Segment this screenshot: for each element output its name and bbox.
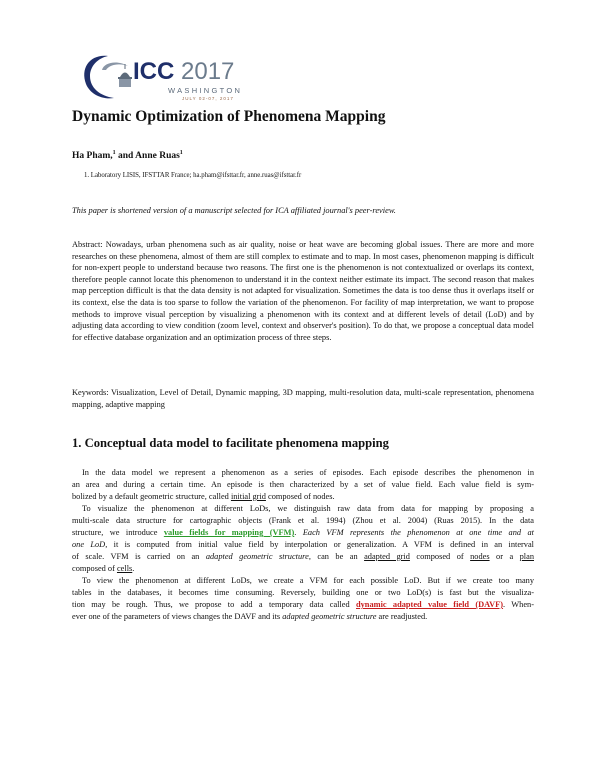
logo-year: 2017: [181, 58, 235, 85]
text-run: , can be an: [308, 552, 365, 561]
logo-dates: JULY 02-07, 2017: [182, 96, 234, 101]
body-line: [72, 563, 534, 575]
italic-run: adapted geometric structure: [205, 552, 309, 561]
text-run: bolized by a default geometric structure, called: [72, 492, 231, 501]
body-line: To view the phenomenon at different LoDs, we create a VFM for each possible LoD. But if we create too many: [82, 576, 534, 585]
text-run: structure, we introduce: [72, 528, 164, 537]
term-plan: plan: [519, 552, 534, 561]
text-run: tion may be rough. Thus, we propose to add a temporary data called: [72, 600, 356, 609]
text-run: composed of nodes.: [265, 492, 335, 501]
logo-brand: ICC: [133, 58, 175, 85]
author-2-superscript: 1: [179, 150, 183, 156]
authors: [72, 150, 183, 161]
author-1: Ha Pham,: [72, 151, 113, 162]
text-run: or a: [489, 552, 520, 561]
text-run: .: [294, 528, 303, 537]
capitol-swoosh-icon: [78, 50, 140, 102]
body-line: [72, 611, 534, 623]
section-heading: 1. Conceptual data model to facilitate phenomena mapping: [72, 436, 389, 450]
italic-run: Each VFM represents the phenomenon at one time and at: [302, 528, 535, 537]
abstract: Abstract: Nowadays, urban phenomena such as air quality, noise or heat wave are becoming global issues. There are more and more researches on these phenomena, almost of them are still complex to estimate and to map. In most cases, phenomenon mapping is difficult for non-expert people to understand because two reasons. The first one is the phenomenon is not contextualized or overlaps its context, therefore people cannot locate this phenomenon to understand it in the context neither estimate its impact. The second reason that makes map perception difficult is that the data density is not adapted for visualization. Sometimes the data is too dense thus it overlaps itself or its context, else the data is too sparse to follow the variation of the phenomenon. For facility of map interpretation, we want to propose methods to improve visual perception by visualizing a phenomenon with its context and at different levels of detail (LoD) and by adjusting data according to view condition (zoom level, context and observer's position). To do that, we propose a conceptual data model for effective database organization and an optimization process of three steps.: [72, 240, 534, 342]
keywords: Keywords: Visualization, Level of Detail, Dynamic mapping, 3D mapping, multi-resolution data, multi-scale representation, phenomena mapping, adaptive mapping: [72, 388, 534, 409]
italic-run: one LoD: [72, 540, 106, 549]
text-run: , it is computed from initial value field by interpolation or generalization. A VFM is defined in an interval: [105, 540, 534, 549]
term-cells: cells: [116, 564, 133, 573]
text-run: .: [132, 564, 135, 573]
body-line: In the data model we represent a phenomenon as a series of episodes. Each episode describes the phenomenon in: [82, 468, 534, 477]
term-initial-grid: initial grid: [230, 492, 266, 501]
italic-run: adapted geometric structure: [282, 612, 377, 621]
body-line: tables in the databases, it becomes time consuming. Reversely, building one or two LoD(s) is fast but the visualiza-: [72, 588, 534, 597]
body-line: [72, 527, 534, 539]
body-line: To visualize the phenomenon at different LoDs, we distinguish raw data from data for mapping by proposing a: [82, 504, 534, 513]
davf-link[interactable]: dynamic adapted value field (DAVF): [356, 600, 504, 609]
author-1-superscript: 1: [112, 150, 116, 156]
text-run: ever one of the parameters of views changes the DAVF and its: [72, 612, 283, 621]
logo-title: [133, 58, 234, 86]
term-adapted-grid: adapted grid: [364, 552, 410, 561]
body-line: multi-scale data structure for cartographic objects (Frank et al. 1994) (Zhou et al. 2004) (Ruas 2015). In the data: [72, 516, 534, 525]
review-note: This paper is shortened version of a manuscript selected for ICA affiliated journal's peer-review.: [72, 206, 396, 215]
text-run: are readjusted.: [376, 612, 428, 621]
text-run: . When-: [503, 600, 534, 609]
body-line: an area and during a certain time. An episode is then characterized by a set of value field. Each value field is sym-: [72, 480, 534, 489]
body-line: [72, 551, 534, 563]
vfm-link[interactable]: value fields for mapping (VFM): [163, 528, 295, 537]
body-line: [72, 599, 534, 611]
text-run: composed of: [409, 552, 471, 561]
term-nodes: nodes: [470, 552, 490, 561]
affiliation: 1. Laboratory LISIS, IFSTTAR France; ha.pham@ifsttar.fr, anne.ruas@ifsttar.fr: [84, 172, 302, 179]
logo-city: WASHINGTON: [168, 86, 243, 95]
conference-logo: [78, 50, 243, 102]
author-2: and Anne Ruas: [115, 151, 180, 162]
body-line: [72, 539, 534, 551]
paper-title: Dynamic Optimization of Phenomena Mapping: [72, 108, 386, 125]
text-run: of scale. VFM is carried on an: [72, 552, 206, 561]
body-line: [72, 491, 534, 503]
text-run: composed of: [72, 564, 117, 573]
